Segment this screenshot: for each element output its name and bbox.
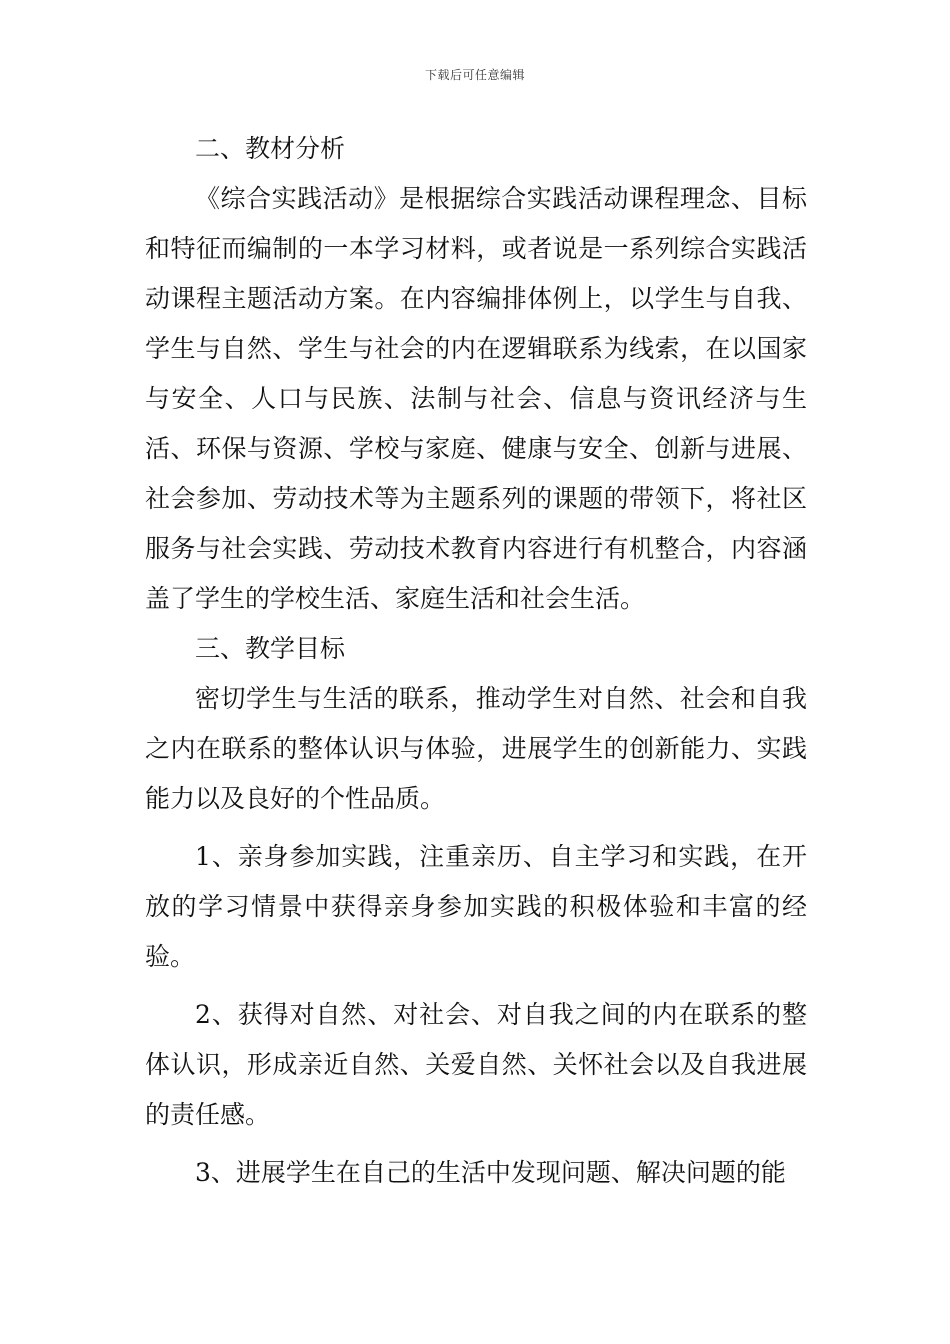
section-heading-teaching-goals: 三、教学目标 <box>195 634 346 663</box>
paragraph-goal-2: 2、获得对自然、对社会、对自我之间的内在联系的整体认识，形成亲近自然、关爱自然、关怀社会以及自我进展的责任感。 <box>145 1000 807 1129</box>
paragraph-goals-intro: 密切学生与生活的联系，推动学生对自然、社会和自我之内在联系的整体认识与体验，进展学生的创新能力、实践能力以及良好的个性品质。 <box>145 684 807 813</box>
paragraph-goal-3: 3、进展学生在自己的生活中发现问题、解决问题的能 <box>195 1158 786 1187</box>
paragraph-textbook-analysis: 《综合实践活动》是根据综合实践活动课程理念、目标和特征而编制的一本学习材料，或者说是一系列综合实践活动课程主题活动方案。在内容编排体例上，以学生与自我、学生与自然、学生与社会的内在逻辑联系为线索，在以国家与安全、人口与民族、法制与社会、信息与资讯经济与生活、环保与资源、学校与家庭、健康与安全、创新与进展、社会参加、劳动技术等为主题系列的课题的带领下，将社区服务与社会实践、劳动技术教育内容进行有机整合，内容涵盖了学生的学校生活、家庭生活和社会生活。 <box>145 184 807 613</box>
paragraph-goal-1: 1、亲身参加实践，注重亲历、自主学习和实践，在开放的学习情景中获得亲身参加实践的积极体验和丰富的经验。 <box>145 842 807 971</box>
section-heading-textbook-analysis: 二、教材分析 <box>195 134 346 163</box>
document-body <box>145 124 807 1198</box>
header-note: 下载后可任意编辑 <box>424 68 525 82</box>
